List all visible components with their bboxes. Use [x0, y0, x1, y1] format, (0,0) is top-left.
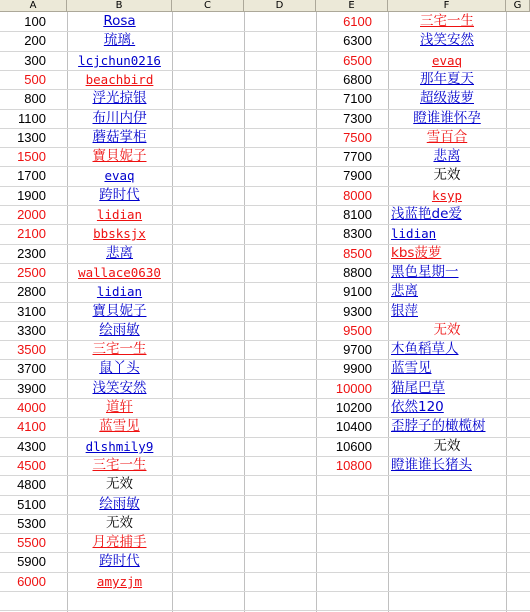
cell-e-amount[interactable]: 6800: [343, 72, 372, 87]
cell-b-name[interactable]: 寶貝妮子: [92, 303, 147, 319]
cell-b-name[interactable]: 跨时代: [99, 553, 140, 569]
cell-e-amount[interactable]: 6300: [343, 33, 372, 48]
cell-a-amount[interactable]: 2300: [17, 246, 46, 261]
cell-b-name[interactable]: Rosa: [103, 13, 136, 29]
cell-a-amount[interactable]: 1500: [17, 149, 46, 164]
cell-b-name[interactable]: amyzjm: [96, 574, 143, 589]
cell-f-name[interactable]: 依然120: [391, 399, 444, 415]
cell-e-amount[interactable]: 8500: [343, 246, 372, 261]
cell-b-name[interactable]: 琉璃.: [103, 32, 136, 48]
cell-f-name[interactable]: 浅蓝艳de爱: [391, 206, 462, 222]
cell-a-amount[interactable]: 1900: [17, 188, 46, 203]
cell-a-amount[interactable]: 1700: [17, 168, 46, 183]
cell-e-amount[interactable]: 9700: [343, 342, 372, 357]
cell-f-name[interactable]: 猫尾巴草: [391, 380, 445, 396]
cell-f-name[interactable]: 超级菠萝: [420, 90, 474, 106]
cell-e-amount[interactable]: 7700: [343, 149, 372, 164]
cell-a-amount[interactable]: 3100: [17, 304, 46, 319]
cell-b-name[interactable]: wallace0630: [78, 265, 161, 280]
cell-a-amount[interactable]: 4000: [17, 400, 46, 415]
cell-b-name[interactable]: lidian: [96, 207, 143, 222]
gridline-vertical: [172, 12, 173, 612]
cell-e-amount[interactable]: 7500: [343, 130, 372, 145]
cell-e-amount[interactable]: 7100: [343, 91, 372, 106]
cell-a-amount[interactable]: 800: [24, 91, 46, 106]
cell-a-amount[interactable]: 3300: [17, 323, 46, 338]
cell-e-amount[interactable]: 10000: [335, 381, 372, 396]
cell-e-amount[interactable]: 10400: [335, 419, 372, 434]
gridline-vertical: [244, 12, 245, 612]
cell-b-name[interactable]: 三宅一生: [92, 341, 147, 357]
column-header-a[interactable]: A: [0, 0, 67, 11]
cell-f-name[interactable]: 三宅一生: [420, 13, 474, 29]
cell-b-name[interactable]: 鼠丫头: [99, 360, 140, 376]
column-header-c[interactable]: C: [172, 0, 244, 11]
cell-a-amount[interactable]: 5500: [17, 535, 46, 550]
cell-b-name[interactable]: 寶貝妮子: [92, 148, 147, 164]
cell-a-amount[interactable]: 6000: [17, 574, 46, 589]
cell-f-name[interactable]: lidian: [391, 226, 437, 241]
cell-a-amount[interactable]: 2000: [17, 207, 46, 222]
cell-e-amount[interactable]: 10200: [335, 400, 372, 415]
cell-b-name[interactable]: 无效: [106, 476, 133, 492]
cell-a-amount[interactable]: 300: [24, 53, 46, 68]
cell-b-name[interactable]: 道轩: [106, 399, 133, 415]
cell-e-amount[interactable]: 8100: [343, 207, 372, 222]
cell-f-name[interactable]: 无效: [433, 322, 461, 338]
column-header-b[interactable]: B: [67, 0, 172, 11]
cell-f-name[interactable]: 蓝雪见: [391, 360, 432, 376]
cell-b-name[interactable]: lcjchun0216: [78, 53, 161, 68]
cell-e-amount[interactable]: 6100: [343, 14, 372, 29]
cell-f-name[interactable]: 瞪谁谁怀孕: [413, 110, 481, 126]
cell-e-amount[interactable]: 10800: [335, 458, 372, 473]
cell-f-name[interactable]: 雪百合: [426, 129, 468, 145]
cell-e-amount[interactable]: 10600: [335, 439, 372, 454]
cell-b-name[interactable]: bbsksjx: [93, 226, 146, 241]
cell-f-name[interactable]: 无效: [433, 438, 461, 454]
cell-b-name[interactable]: 悲离: [106, 245, 133, 261]
cell-b-name[interactable]: 浮光掠银: [92, 90, 147, 106]
column-header-g[interactable]: G: [506, 0, 530, 11]
cell-b-name[interactable]: lidian: [96, 284, 143, 299]
cell-f-name[interactable]: evaq: [431, 53, 463, 68]
cell-f-name[interactable]: 浅笑安然: [420, 32, 474, 48]
cell-f-name[interactable]: 悲离: [391, 283, 418, 299]
cell-f-name[interactable]: kbs菠萝: [391, 245, 442, 261]
cell-a-amount[interactable]: 2100: [17, 226, 46, 241]
cell-b-name[interactable]: 绘雨敏: [99, 496, 140, 512]
cell-a-amount[interactable]: 2800: [17, 284, 46, 299]
cell-a-amount[interactable]: 1100: [18, 111, 46, 126]
column-header-d[interactable]: D: [244, 0, 316, 11]
cell-f-name[interactable]: 黑色星期一: [391, 264, 459, 280]
cell-a-amount[interactable]: 5100: [17, 497, 46, 512]
cell-b-name[interactable]: dlshmily9: [85, 439, 154, 454]
cell-e-amount[interactable]: 9500: [343, 323, 372, 338]
cell-a-amount[interactable]: 2500: [17, 265, 46, 280]
cell-a-amount[interactable]: 5900: [17, 554, 46, 569]
cell-b-name[interactable]: 蓝雪见: [99, 418, 140, 434]
gridline-horizontal: [0, 591, 530, 592]
column-header-e[interactable]: E: [316, 0, 388, 11]
cell-e-amount[interactable]: 8800: [343, 265, 372, 280]
gridline-horizontal: [0, 610, 530, 611]
cell-b-name[interactable]: 三宅一生: [92, 457, 147, 473]
cell-a-amount[interactable]: 100: [24, 14, 46, 29]
cell-e-amount[interactable]: 9900: [343, 361, 372, 376]
cell-b-name[interactable]: 布川内伊: [92, 110, 147, 126]
cell-e-amount[interactable]: 7900: [343, 168, 372, 183]
cell-f-name[interactable]: 歪脖子的橄榄树: [391, 418, 486, 434]
cell-b-name[interactable]: beachbird: [85, 72, 154, 87]
cell-b-name[interactable]: 蘑菇掌柜: [92, 129, 147, 145]
cell-b-name[interactable]: 绘雨敏: [99, 322, 140, 338]
cell-a-amount[interactable]: 4300: [17, 439, 46, 454]
cell-a-amount[interactable]: 3900: [17, 381, 46, 396]
column-header-f[interactable]: F: [388, 0, 506, 11]
cell-b-name[interactable]: evaq: [104, 168, 135, 183]
cell-b-name[interactable]: 跨时代: [99, 187, 140, 203]
cell-f-name[interactable]: ksyp: [431, 188, 463, 203]
cell-b-name[interactable]: 无效: [106, 515, 133, 531]
column-header-bar: [0, 0, 530, 12]
cell-e-amount[interactable]: 9300: [343, 304, 372, 319]
cell-e-amount[interactable]: 7300: [343, 111, 372, 126]
cell-f-name[interactable]: 瞪谁谁长猪头: [391, 457, 472, 473]
cell-b-name[interactable]: 浅笑安然: [92, 380, 147, 396]
cell-a-amount[interactable]: 3500: [17, 342, 46, 357]
cell-a-amount[interactable]: 4800: [17, 477, 46, 492]
cell-a-amount[interactable]: 500: [24, 72, 46, 87]
cell-a-amount[interactable]: 4500: [17, 458, 46, 473]
cell-f-name[interactable]: 银萍: [391, 303, 418, 319]
cell-a-amount[interactable]: 5300: [17, 516, 46, 531]
cell-f-name[interactable]: 那年夏天: [420, 71, 474, 87]
cell-f-name[interactable]: 木鱼稻草人: [391, 341, 459, 357]
cell-a-amount[interactable]: 1300: [17, 130, 46, 145]
cell-a-amount[interactable]: 3700: [17, 361, 46, 376]
cell-a-amount[interactable]: 200: [24, 33, 46, 48]
cell-f-name[interactable]: 悲离: [433, 148, 461, 164]
cell-a-amount[interactable]: 4100: [17, 419, 46, 434]
cell-e-amount[interactable]: 8000: [343, 188, 372, 203]
cell-e-amount[interactable]: 8300: [343, 226, 372, 241]
cell-e-amount[interactable]: 6500: [343, 53, 372, 68]
cell-b-name[interactable]: 月亮捕手: [92, 534, 147, 550]
cell-f-name[interactable]: 无效: [433, 167, 461, 183]
cell-e-amount[interactable]: 9100: [343, 284, 372, 299]
